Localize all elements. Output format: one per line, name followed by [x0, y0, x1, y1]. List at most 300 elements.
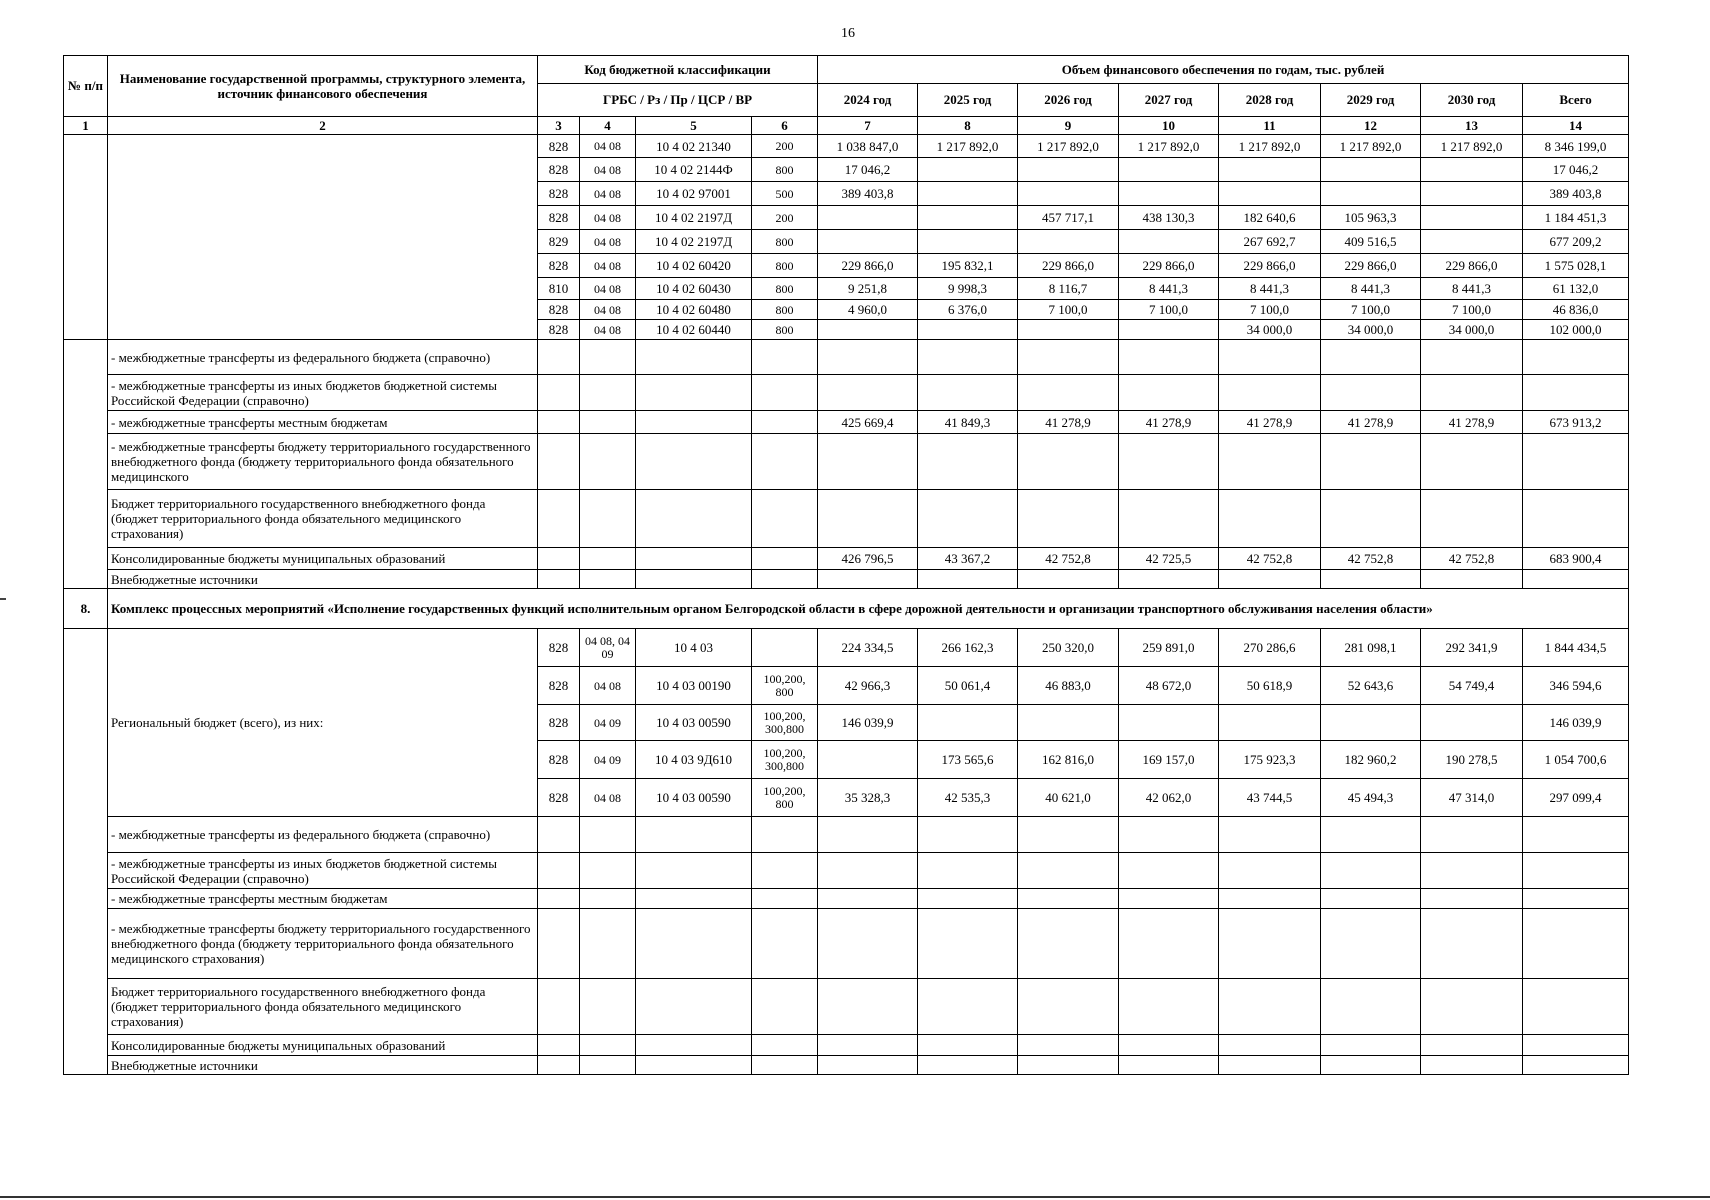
- cell-value: [1119, 230, 1219, 254]
- cell-value: [1119, 1035, 1219, 1056]
- cell-num-empty: [64, 340, 108, 589]
- cell-value: [818, 741, 918, 779]
- cell-value: 1 217 892,0: [1321, 135, 1421, 158]
- cell-value: 146 039,9: [818, 705, 918, 741]
- cell-value: 673 913,2: [1523, 411, 1629, 434]
- cell-value: 425 669,4: [818, 411, 918, 434]
- cell-value: [1321, 705, 1421, 741]
- cell-code-empty: [538, 411, 580, 434]
- cell-value: 6 376,0: [918, 300, 1018, 320]
- cell-value: [1321, 889, 1421, 909]
- table-row: [64, 135, 1629, 158]
- cell-value: 281 098,1: [1321, 629, 1421, 667]
- table-row: [64, 1035, 1629, 1056]
- cell-csr: 10 4 03 9Д610: [636, 741, 752, 779]
- cell-code-empty: [538, 979, 580, 1035]
- cell-code-empty: [538, 548, 580, 570]
- cell-value: 50 061,4: [918, 667, 1018, 705]
- cell-csr: 10 4 02 60440: [636, 320, 752, 340]
- cell-rz-pr: 04 09: [580, 705, 636, 741]
- cell-value: [1421, 1056, 1523, 1075]
- header-col-number: 8: [918, 117, 1018, 135]
- header-code: Код бюджетной классификации: [538, 56, 818, 84]
- cell-code-empty: [636, 1056, 752, 1075]
- cell-value: [1119, 1056, 1219, 1075]
- cell-value: [1219, 570, 1321, 589]
- cell-value: [1421, 853, 1523, 889]
- cell-value: [1219, 1035, 1321, 1056]
- cell-value: 389 403,8: [818, 182, 918, 206]
- cell-value: [1421, 1035, 1523, 1056]
- cell-code-empty: [538, 1056, 580, 1075]
- cell-value: 4 960,0: [818, 300, 918, 320]
- header-col-number: 11: [1219, 117, 1321, 135]
- cell-csr: 10 4 03 00590: [636, 779, 752, 817]
- cell-value: [1119, 979, 1219, 1035]
- cell-value: [1018, 490, 1119, 548]
- cell-csr: 10 4 03: [636, 629, 752, 667]
- cell-rz-pr: 04 08: [580, 182, 636, 206]
- cell-value: [918, 230, 1018, 254]
- cell-grbs: 810: [538, 278, 580, 300]
- cell-code-empty: [752, 889, 818, 909]
- cell-value: [1119, 375, 1219, 411]
- cell-code-empty: [752, 909, 818, 979]
- cell-code-empty: [580, 490, 636, 548]
- cell-value: 43 744,5: [1219, 779, 1321, 817]
- cell-code-empty: [580, 340, 636, 375]
- cell-code-empty: [752, 570, 818, 589]
- cell-csr: 10 4 02 2197Д: [636, 206, 752, 230]
- header-col-number: 9: [1018, 117, 1119, 135]
- cell-code-empty: [538, 340, 580, 375]
- cell-value: [1018, 434, 1119, 490]
- cell-value: 17 046,2: [1523, 158, 1629, 182]
- source-label: Бюджет территориального государственного внебюджетного фонда (бюджет территориального фонда обязательного медицинского страхования): [108, 490, 538, 548]
- cell-grbs: 828: [538, 206, 580, 230]
- cell-value: [1321, 853, 1421, 889]
- cell-value: [1219, 340, 1321, 375]
- cell-value: [1119, 434, 1219, 490]
- cell-value: [818, 1056, 918, 1075]
- cell-value: 1 217 892,0: [1018, 135, 1119, 158]
- cell-value: 389 403,8: [1523, 182, 1629, 206]
- cell-vr: 100,200, 300,800: [752, 741, 818, 779]
- cell-code-empty: [752, 1056, 818, 1075]
- cell-value: [1421, 206, 1523, 230]
- cell-value: 43 367,2: [918, 548, 1018, 570]
- cell-value: 1 217 892,0: [1119, 135, 1219, 158]
- table-row: [64, 375, 1629, 411]
- cell-value: 46 836,0: [1523, 300, 1629, 320]
- cell-code-empty: [538, 909, 580, 979]
- cell-value: [1219, 909, 1321, 979]
- cell-value: [1119, 340, 1219, 375]
- cell-value: [1018, 705, 1119, 741]
- cell-value: [818, 206, 918, 230]
- cell-value: [1119, 570, 1219, 589]
- header-col-number: 14: [1523, 117, 1629, 135]
- cell-value: [918, 889, 1018, 909]
- header-volume: Объем финансового обеспечения по годам, тыс. рублей: [818, 56, 1629, 84]
- cell-csr: 10 4 02 60430: [636, 278, 752, 300]
- cell-csr: 10 4 02 60420: [636, 254, 752, 278]
- cell-value: [1219, 817, 1321, 853]
- cell-code-empty: [538, 434, 580, 490]
- cell-vr: 200: [752, 206, 818, 230]
- cell-value: [1119, 705, 1219, 741]
- cell-value: 35 328,3: [818, 779, 918, 817]
- cell-vr: 500: [752, 182, 818, 206]
- cell-rz-pr: 04 08: [580, 254, 636, 278]
- header-col-number: 13: [1421, 117, 1523, 135]
- cell-grbs: 828: [538, 135, 580, 158]
- source-label: - межбюджетные трансферты из федерального бюджета (справочно): [108, 340, 538, 375]
- section-title: Комплекс процессных мероприятий «Исполнение государственных функций исполнительным органом Белгородской области в сфере дорожной деятельности и организации транспортного обслуживания населения области»: [108, 589, 1629, 629]
- source-label: - межбюджетные трансферты местным бюджетам: [108, 889, 538, 909]
- cell-value: 17 046,2: [818, 158, 918, 182]
- cell-grbs: 828: [538, 254, 580, 278]
- cell-value: 42 752,8: [1018, 548, 1119, 570]
- cell-value: 182 640,6: [1219, 206, 1321, 230]
- cell-value: [1523, 340, 1629, 375]
- cell-csr: 10 4 02 97001: [636, 182, 752, 206]
- cell-grbs: 828: [538, 158, 580, 182]
- cell-rz-pr: 04 08: [580, 779, 636, 817]
- cell-rz-pr: 04 08: [580, 206, 636, 230]
- cell-value: [1421, 889, 1523, 909]
- cell-value: [1321, 340, 1421, 375]
- cell-value: [1119, 909, 1219, 979]
- header-year: 2024 год: [818, 84, 918, 117]
- cell-value: 267 692,7: [1219, 230, 1321, 254]
- cell-grbs: 828: [538, 705, 580, 741]
- cell-code-empty: [636, 909, 752, 979]
- cell-value: 1 575 028,1: [1523, 254, 1629, 278]
- cell-value: [1321, 375, 1421, 411]
- regional-budget-label: Региональный бюджет (всего), из них:: [108, 629, 538, 817]
- cell-value: 169 157,0: [1119, 741, 1219, 779]
- cell-value: 41 278,9: [1018, 411, 1119, 434]
- cell-value: 7 100,0: [1321, 300, 1421, 320]
- cell-value: 229 866,0: [1421, 254, 1523, 278]
- cell-value: [918, 206, 1018, 230]
- cell-value: 162 816,0: [1018, 741, 1119, 779]
- cell-value: 42 752,8: [1321, 548, 1421, 570]
- cell-grbs: 828: [538, 182, 580, 206]
- cell-code-empty: [752, 979, 818, 1035]
- cell-code-empty: [636, 375, 752, 411]
- cell-code-empty: [636, 889, 752, 909]
- cell-value: [818, 817, 918, 853]
- cell-code-empty: [636, 817, 752, 853]
- cell-value: 34 000,0: [1421, 320, 1523, 340]
- cell-value: 40 621,0: [1018, 779, 1119, 817]
- cell-grbs: 828: [538, 300, 580, 320]
- cell-csr: 10 4 02 2197Д: [636, 230, 752, 254]
- cell-code-empty: [752, 490, 818, 548]
- header-col-number: 10: [1119, 117, 1219, 135]
- cell-code-empty: [636, 1035, 752, 1056]
- cell-value: 457 717,1: [1018, 206, 1119, 230]
- cell-value: 45 494,3: [1321, 779, 1421, 817]
- cell-value: 182 960,2: [1321, 741, 1421, 779]
- cell-value: 7 100,0: [1119, 300, 1219, 320]
- cell-vr: 200: [752, 135, 818, 158]
- cell-value: [818, 979, 918, 1035]
- cell-value: 1 038 847,0: [818, 135, 918, 158]
- cell-value: [918, 490, 1018, 548]
- cell-code-empty: [636, 434, 752, 490]
- cell-code-empty: [580, 411, 636, 434]
- cell-value: 8 441,3: [1219, 278, 1321, 300]
- cell-grbs: 828: [538, 741, 580, 779]
- cell-value: 42 966,3: [818, 667, 918, 705]
- cell-value: [818, 320, 918, 340]
- cell-value: 8 116,7: [1018, 278, 1119, 300]
- table-row: [64, 340, 1629, 375]
- cell-value: [1018, 570, 1119, 589]
- cell-value: 259 891,0: [1119, 629, 1219, 667]
- cell-value: [818, 375, 918, 411]
- cell-code-empty: [752, 340, 818, 375]
- cell-value: [1219, 490, 1321, 548]
- source-label: - межбюджетные трансферты местным бюджетам: [108, 411, 538, 434]
- cell-value: [1421, 182, 1523, 206]
- cell-code-empty: [580, 570, 636, 589]
- cell-value: 41 278,9: [1219, 411, 1321, 434]
- cell-value: [1219, 434, 1321, 490]
- cell-rz-pr: 04 08: [580, 158, 636, 182]
- cell-value: [1119, 158, 1219, 182]
- cell-vr: 800: [752, 278, 818, 300]
- table-row: [64, 979, 1629, 1035]
- cell-value: [918, 434, 1018, 490]
- cell-value: 297 099,4: [1523, 779, 1629, 817]
- cell-num-empty: [64, 629, 108, 1075]
- cell-code-empty: [752, 375, 818, 411]
- cell-vr: 800: [752, 300, 818, 320]
- cell-code-empty: [580, 1056, 636, 1075]
- cell-value: [918, 340, 1018, 375]
- cell-value: [1219, 375, 1321, 411]
- cell-value: [1523, 375, 1629, 411]
- cell-value: [1119, 490, 1219, 548]
- cell-value: [1421, 230, 1523, 254]
- cell-code-empty: [580, 979, 636, 1035]
- cell-code-empty: [538, 853, 580, 889]
- table-row: [64, 889, 1629, 909]
- header-col-number: 2: [108, 117, 538, 135]
- cell-code-empty: [538, 490, 580, 548]
- cell-rz-pr: 04 08, 04 09: [580, 629, 636, 667]
- cell-vr: 800: [752, 230, 818, 254]
- cell-value: [1018, 320, 1119, 340]
- cell-value: 54 749,4: [1421, 667, 1523, 705]
- cell-value: 229 866,0: [818, 254, 918, 278]
- cell-value: [1219, 1056, 1321, 1075]
- cell-value: [1018, 230, 1119, 254]
- table-row: [64, 629, 1629, 667]
- cell-code-empty: [636, 979, 752, 1035]
- cell-grbs: 828: [538, 320, 580, 340]
- cell-value: [1219, 889, 1321, 909]
- cell-grbs: 828: [538, 779, 580, 817]
- cell-value: [918, 817, 1018, 853]
- source-label: - межбюджетные трансферты из иных бюджетов бюджетной системы Российской Федерации (справочно): [108, 375, 538, 411]
- cell-value: [818, 889, 918, 909]
- cell-rz-pr: 04 08: [580, 320, 636, 340]
- cell-value: 146 039,9: [1523, 705, 1629, 741]
- header-year: 2026 год: [1018, 84, 1119, 117]
- cell-value: [1523, 853, 1629, 889]
- cell-code-empty: [636, 548, 752, 570]
- cell-value: 8 441,3: [1119, 278, 1219, 300]
- cell-value: [1018, 817, 1119, 853]
- cell-value: [1421, 979, 1523, 1035]
- cell-value: 438 130,3: [1119, 206, 1219, 230]
- cell-value: 1 217 892,0: [1219, 135, 1321, 158]
- cell-value: [1119, 817, 1219, 853]
- cell-num-empty: [64, 135, 108, 340]
- cell-value: [818, 434, 918, 490]
- cell-value: [1523, 817, 1629, 853]
- cell-value: 9 251,8: [818, 278, 918, 300]
- cell-grbs: 828: [538, 667, 580, 705]
- cell-value: 195 832,1: [918, 254, 1018, 278]
- cell-code-empty: [538, 817, 580, 853]
- cell-value: [918, 853, 1018, 889]
- cell-value: [818, 340, 918, 375]
- header-col-number: 12: [1321, 117, 1421, 135]
- cell-rz-pr: 04 08: [580, 667, 636, 705]
- cell-value: 42 535,3: [918, 779, 1018, 817]
- cell-value: 1 844 434,5: [1523, 629, 1629, 667]
- cell-rz-pr: 04 08: [580, 278, 636, 300]
- source-label: Консолидированные бюджеты муниципальных образований: [108, 548, 538, 570]
- header-col-number: 7: [818, 117, 918, 135]
- table-row: [64, 490, 1629, 548]
- cell-value: 41 278,9: [1421, 411, 1523, 434]
- cell-value: 229 866,0: [1219, 254, 1321, 278]
- cell-value: [1018, 889, 1119, 909]
- cell-value: 42 062,0: [1119, 779, 1219, 817]
- cell-code-empty: [580, 853, 636, 889]
- cell-value: 42 725,5: [1119, 548, 1219, 570]
- cell-value: [1018, 1056, 1119, 1075]
- cell-value: [1523, 1056, 1629, 1075]
- cell-value: [1523, 490, 1629, 548]
- cell-code-empty: [580, 909, 636, 979]
- cell-value: 292 341,9: [1421, 629, 1523, 667]
- source-label: Внебюджетные источники: [108, 1056, 538, 1075]
- cell-value: [1523, 570, 1629, 589]
- cell-code-empty: [752, 853, 818, 889]
- cell-code-empty: [580, 434, 636, 490]
- cell-value: 42 752,8: [1421, 548, 1523, 570]
- cell-code-empty: [636, 853, 752, 889]
- cell-name-empty: [108, 135, 538, 340]
- cell-csr: 10 4 02 60480: [636, 300, 752, 320]
- cell-value: [1219, 158, 1321, 182]
- cell-value: 266 162,3: [918, 629, 1018, 667]
- cell-value: 346 594,6: [1523, 667, 1629, 705]
- cell-csr: 10 4 03 00190: [636, 667, 752, 705]
- cell-value: [1219, 705, 1321, 741]
- page-number: 16: [841, 26, 855, 41]
- source-label: - межбюджетные трансферты из иных бюджетов бюджетной системы Российской Федерации (справочно): [108, 853, 538, 889]
- cell-value: [1018, 853, 1119, 889]
- cell-value: [1421, 817, 1523, 853]
- cell-value: [1421, 705, 1523, 741]
- table-row: [64, 1056, 1629, 1075]
- cell-vr: 100,200, 800: [752, 667, 818, 705]
- cell-value: 7 100,0: [1018, 300, 1119, 320]
- table-row: [64, 548, 1629, 570]
- cell-value: [1018, 909, 1119, 979]
- cell-value: [1321, 434, 1421, 490]
- cell-code-empty: [580, 889, 636, 909]
- cell-rz-pr: 04 08: [580, 135, 636, 158]
- cell-code-empty: [752, 434, 818, 490]
- cell-value: [1119, 853, 1219, 889]
- cell-rz-pr: 04 08: [580, 300, 636, 320]
- cell-code-empty: [636, 570, 752, 589]
- cell-value: 34 000,0: [1219, 320, 1321, 340]
- cell-value: [1119, 889, 1219, 909]
- cell-value: [1321, 182, 1421, 206]
- cell-value: [1119, 182, 1219, 206]
- scan-edge: [0, 1196, 1710, 1198]
- cell-value: [918, 158, 1018, 182]
- cell-value: [818, 230, 918, 254]
- table-row: [64, 411, 1629, 434]
- cell-value: 52 643,6: [1321, 667, 1421, 705]
- header-year: 2030 год: [1421, 84, 1523, 117]
- cell-value: 250 320,0: [1018, 629, 1119, 667]
- cell-value: [1421, 434, 1523, 490]
- section-number: 8.: [64, 589, 108, 629]
- header-year: 2025 год: [918, 84, 1018, 117]
- cell-value: [1523, 1035, 1629, 1056]
- source-label: - межбюджетные трансферты из федерального бюджета (справочно): [108, 817, 538, 853]
- cell-value: [818, 490, 918, 548]
- cell-value: [1219, 979, 1321, 1035]
- financing-table: [63, 55, 1629, 1075]
- cell-value: [1321, 490, 1421, 548]
- scan-mark: [0, 598, 6, 600]
- source-label: Внебюджетные источники: [108, 570, 538, 589]
- cell-value: 224 334,5: [818, 629, 918, 667]
- header-col-number: 3: [538, 117, 580, 135]
- cell-vr: 800: [752, 254, 818, 278]
- cell-value: [1421, 375, 1523, 411]
- cell-value: 9 998,3: [918, 278, 1018, 300]
- cell-value: [918, 979, 1018, 1035]
- cell-value: [1321, 1035, 1421, 1056]
- table-row: [64, 434, 1629, 490]
- cell-value: [1018, 979, 1119, 1035]
- cell-code-empty: [752, 817, 818, 853]
- cell-value: [918, 570, 1018, 589]
- cell-value: 102 000,0: [1523, 320, 1629, 340]
- cell-code-empty: [636, 490, 752, 548]
- cell-code-empty: [752, 548, 818, 570]
- cell-value: 229 866,0: [1321, 254, 1421, 278]
- cell-value: 8 441,3: [1321, 278, 1421, 300]
- cell-vr: 100,200, 800: [752, 779, 818, 817]
- cell-value: [918, 1035, 1018, 1056]
